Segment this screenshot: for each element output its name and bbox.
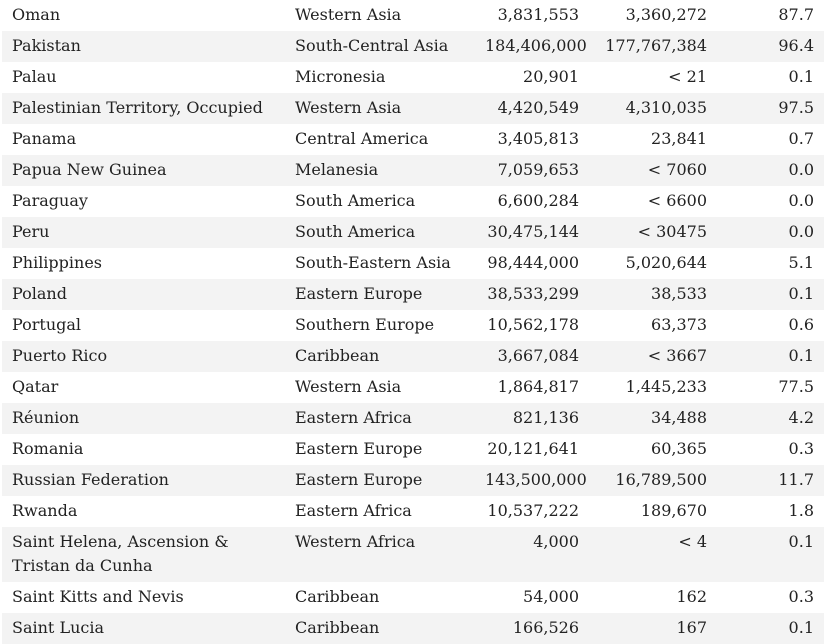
percent-muslim-cell: 0.0	[713, 217, 824, 248]
region-cell: Western Asia	[285, 93, 475, 124]
region-cell: South-Central Asia	[285, 31, 475, 62]
table-row	[2, 217, 824, 248]
table-row	[2, 279, 824, 310]
percent-muslim-cell: 0.1	[713, 341, 824, 372]
percent-muslim-cell: 0.7	[713, 124, 824, 155]
country-cell: Puerto Rico	[2, 341, 285, 372]
table-row	[2, 31, 824, 62]
region-cell: Micronesia	[285, 62, 475, 93]
muslim-population-cell: 4,310,035	[585, 93, 713, 124]
region-cell: Eastern Africa	[285, 496, 475, 527]
table-row	[2, 434, 824, 465]
muslim-population-cell: < 6600	[585, 186, 713, 217]
population-cell: 38,533,299	[475, 279, 585, 310]
country-cell: Pakistan	[2, 31, 285, 62]
population-cell: 54,000	[475, 582, 585, 613]
percent-muslim-cell: 0.3	[713, 582, 824, 613]
population-cell: 98,444,000	[475, 248, 585, 279]
country-cell: Papua New Guinea	[2, 155, 285, 186]
region-cell: Eastern Europe	[285, 465, 475, 496]
table-row	[2, 124, 824, 155]
country-cell: Palestinian Territory, Occupied	[2, 93, 285, 124]
population-cell: 10,537,222	[475, 496, 585, 527]
muslim-population-cell: 60,365	[585, 434, 713, 465]
population-cell: 3,831,553	[475, 0, 585, 31]
percent-muslim-cell: 5.1	[713, 248, 824, 279]
table-row	[2, 465, 824, 496]
table-row	[2, 186, 824, 217]
muslim-population-cell: 3,360,272	[585, 0, 713, 31]
muslim-population-cell: < 4	[585, 527, 713, 582]
country-cell: Qatar	[2, 372, 285, 403]
region-cell: Eastern Europe	[285, 434, 475, 465]
population-cell: 3,405,813	[475, 124, 585, 155]
table-row	[2, 310, 824, 341]
region-cell: South America	[285, 217, 475, 248]
muslim-population-cell: 23,841	[585, 124, 713, 155]
population-cell: 184,406,000	[475, 31, 585, 62]
country-cell: Rwanda	[2, 496, 285, 527]
region-cell: Melanesia	[285, 155, 475, 186]
percent-muslim-cell: 87.7	[713, 0, 824, 31]
muslim-population-cell: 1,445,233	[585, 372, 713, 403]
region-cell: Caribbean	[285, 582, 475, 613]
region-cell: Caribbean	[285, 613, 475, 644]
region-cell: Western Asia	[285, 372, 475, 403]
table-row	[2, 496, 824, 527]
percent-muslim-cell: 0.6	[713, 310, 824, 341]
percent-muslim-cell: 0.1	[713, 613, 824, 644]
population-cell: 7,059,653	[475, 155, 585, 186]
country-cell: Réunion	[2, 403, 285, 434]
region-cell: Caribbean	[285, 341, 475, 372]
population-cell: 4,000	[475, 527, 585, 582]
region-cell: Western Africa	[285, 527, 475, 582]
country-cell: Philippines	[2, 248, 285, 279]
region-cell: South-Eastern Asia	[285, 248, 475, 279]
population-cell: 20,121,641	[475, 434, 585, 465]
percent-muslim-cell: 4.2	[713, 403, 824, 434]
muslim-population-cell: 16,789,500	[585, 465, 713, 496]
country-cell: Panama	[2, 124, 285, 155]
country-cell: Paraguay	[2, 186, 285, 217]
percent-muslim-cell: 1.8	[713, 496, 824, 527]
percent-muslim-cell: 0.1	[713, 527, 824, 582]
muslim-population-cell: 189,670	[585, 496, 713, 527]
population-cell: 821,136	[475, 403, 585, 434]
country-cell: Oman	[2, 0, 285, 31]
muslim-population-cell: 5,020,644	[585, 248, 713, 279]
country-cell: Romania	[2, 434, 285, 465]
country-cell: Russian Federation	[2, 465, 285, 496]
population-cell: 6,600,284	[475, 186, 585, 217]
population-cell: 3,667,084	[475, 341, 585, 372]
muslim-population-cell: 177,767,384	[585, 31, 713, 62]
muslim-population-cell: < 30475	[585, 217, 713, 248]
region-cell: Eastern Africa	[285, 403, 475, 434]
population-cell: 1,864,817	[475, 372, 585, 403]
muslim-population-cell: < 7060	[585, 155, 713, 186]
population-cell: 20,901	[475, 62, 585, 93]
population-cell: 143,500,000	[475, 465, 585, 496]
table-body	[2, 0, 824, 644]
country-cell: Palau	[2, 62, 285, 93]
region-cell: Central America	[285, 124, 475, 155]
percent-muslim-cell: 77.5	[713, 372, 824, 403]
table-row	[2, 613, 824, 644]
percent-muslim-cell: 0.0	[713, 155, 824, 186]
population-cell: 30,475,144	[475, 217, 585, 248]
country-cell: Saint Helena, Ascension & Tristan da Cunha	[2, 527, 285, 582]
muslim-population-cell: 167	[585, 613, 713, 644]
percent-muslim-cell: 97.5	[713, 93, 824, 124]
table-row	[2, 155, 824, 186]
table-row	[2, 372, 824, 403]
country-cell: Peru	[2, 217, 285, 248]
table-row	[2, 403, 824, 434]
muslim-population-cell: 34,488	[585, 403, 713, 434]
country-cell: Saint Kitts and Nevis	[2, 582, 285, 613]
table-row	[2, 527, 824, 582]
table-row	[2, 0, 824, 31]
country-cell: Saint Lucia	[2, 613, 285, 644]
table-row	[2, 62, 824, 93]
table-row	[2, 582, 824, 613]
region-cell: Western Asia	[285, 0, 475, 31]
country-cell: Portugal	[2, 310, 285, 341]
muslim-population-cell: 162	[585, 582, 713, 613]
muslim-population-cell: 38,533	[585, 279, 713, 310]
country-data-table	[2, 0, 824, 644]
muslim-population-cell: < 3667	[585, 341, 713, 372]
percent-muslim-cell: 0.0	[713, 186, 824, 217]
percent-muslim-cell: 0.1	[713, 279, 824, 310]
population-cell: 166,526	[475, 613, 585, 644]
percent-muslim-cell: 11.7	[713, 465, 824, 496]
muslim-population-cell: < 21	[585, 62, 713, 93]
table-row	[2, 248, 824, 279]
percent-muslim-cell: 0.1	[713, 62, 824, 93]
percent-muslim-cell: 96.4	[713, 31, 824, 62]
country-cell: Poland	[2, 279, 285, 310]
region-cell: South America	[285, 186, 475, 217]
percent-muslim-cell: 0.3	[713, 434, 824, 465]
table-row	[2, 93, 824, 124]
region-cell: Eastern Europe	[285, 279, 475, 310]
table-row	[2, 341, 824, 372]
population-cell: 4,420,549	[475, 93, 585, 124]
population-cell: 10,562,178	[475, 310, 585, 341]
muslim-population-cell: 63,373	[585, 310, 713, 341]
region-cell: Southern Europe	[285, 310, 475, 341]
